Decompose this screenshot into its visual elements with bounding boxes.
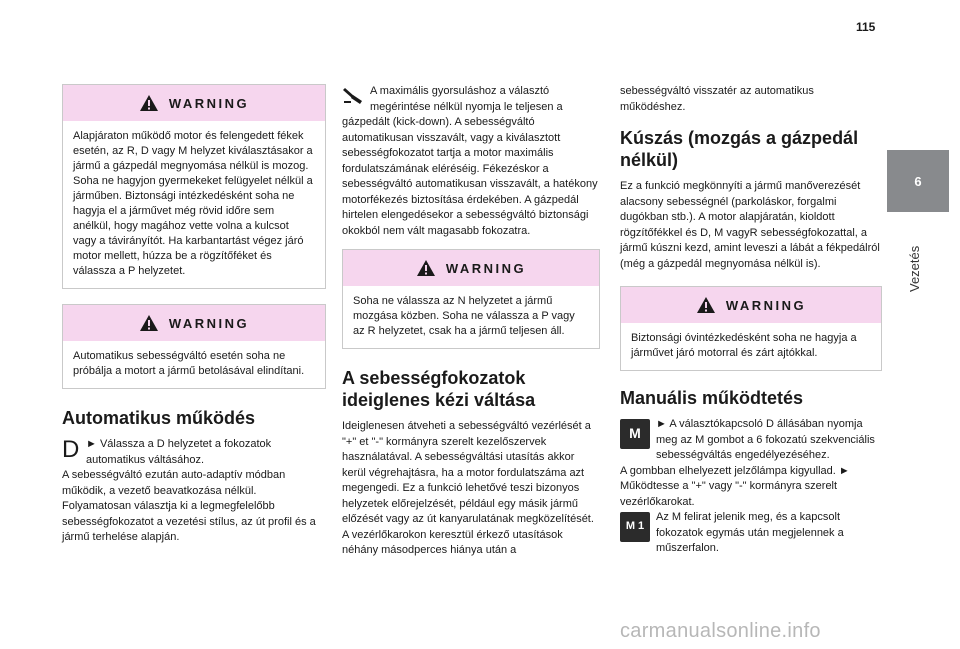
- step-text: ► Válassza a D helyzetet a fokozatok automatikus váltásához.: [86, 438, 272, 466]
- body-text: A gombban elhelyezett jelzőlámpa kigyullad. ► Működtesse a "+" vagy "-" kormányra szerelt vezérlőkarokat.: [620, 464, 850, 508]
- warning-triangle-icon: [696, 296, 716, 314]
- continued-text: sebességváltó visszatér az automatikus működéshez.: [620, 85, 814, 113]
- warning-text: Biztonsági óvintézkedésként soha ne hagyja a járművet járó motorral és zárt ajtókkal.: [631, 332, 857, 359]
- body-text: Ideiglenesen átveheti a sebességváltó vezérlését a "+" et "-" kormányra szerelt kezelőszervek használatával. A sebességváltási utasítás akkor kerül végrehajtásra, ha a motor fordulatszáma azt megengedi. Ez a funkció lehetővé teszi bizonyos helyzetek előrejelzését, például egy másik jármű előzését vagy az út kanyarulatának megközelítését. A vezérlőkarokon keresztül érkező utasítások néhány másodperces hiánya után a: [342, 420, 594, 556]
- warning-label: WARNING: [168, 315, 250, 331]
- m1-display-icon: M 1: [620, 512, 650, 542]
- accelerator-pedal-icon: [342, 86, 364, 106]
- section-heading-manual: Manuális működtetés: [620, 388, 804, 408]
- dashboard-text: M 1 Az M felirat jelenik meg, és a kapcsolt fokozatok egymás után megjelennek a műszerfalon.: [620, 510, 882, 557]
- section-heading-manual-temporary: A sebességfokozatok ideiglenes kézi váltása: [342, 368, 536, 410]
- d-position-icon: D: [62, 436, 80, 463]
- warning-text: Alapjáraton működő motor és felengedett fékek esetén, az R, D vagy M helyzet kiválasztásakor a jármű a gázpedál megnyomása nélkül is mozog. Soha ne hagyjon gyermekeket felügyelet nélkül a járműben. Biztonsági intézkedésként soha ne hagyja el a járművet még rövid időre sem anélkül, hogy magához vette volna a kulcsot vagy a távirányítót. Ha karbantartást végez járó motor mellett, húzza be a rögzítőféket és válassza a P helyzetet.: [73, 130, 313, 277]
- warning-header: [63, 85, 325, 121]
- warning-box-1: [62, 84, 326, 289]
- chapter-number: 6: [914, 173, 922, 189]
- section-heading-creep: Kúszás (mozgás a gázpedál nélkül): [620, 128, 859, 170]
- warning-header: [343, 250, 599, 286]
- column-1: [62, 84, 326, 546]
- warning-text: Automatikus sebességváltó esetén soha ne próbálja a motort a jármű betolásával elindítani.: [73, 350, 305, 377]
- kickdown-text: A maximális gyorsuláshoz a választó megérintése nélkül nyomja le teljesen a gázpedált (kick-down). A sebességváltó automatikusan visszavált, vagy a kiválasztott sebességfokozatot tartja a motor maximális fordulatszámának eléréséig. Fékezéskor a sebességváltó automatikusan visszavált, a hatékony motorfékezés biztosítása érdekében. A gázpedál hirtelen elengedésekor a sebességváltó biztonsági okokból nem vált magasabb fokozatra.: [342, 85, 598, 237]
- warning-triangle-icon: [139, 94, 159, 112]
- step-text: M ► A választókapcsoló D állásában nyomja meg az M gombot a 6 fokozatú szekvenciális sebességváltás engedélyezéséhez.: [620, 417, 882, 464]
- warning-label: WARNING: [168, 95, 250, 111]
- chapter-tab[interactable]: [887, 150, 949, 212]
- section-heading-automatic: Automatikus működés: [62, 408, 256, 428]
- warning-header: [621, 287, 881, 323]
- warning-box-4: [620, 286, 882, 371]
- warning-triangle-icon: [139, 314, 159, 332]
- warning-box-3: [342, 249, 600, 349]
- page-number: 115: [856, 20, 876, 34]
- column-2: [342, 84, 600, 559]
- warning-label: WARNING: [725, 297, 807, 313]
- column-3: [620, 84, 882, 557]
- watermark: carmanualsonline.info: [620, 620, 821, 642]
- warning-triangle-icon: [416, 259, 436, 277]
- step-row: [62, 437, 326, 468]
- warning-header: [63, 305, 325, 341]
- body-text: Ez a funkció megkönnyíti a jármű manőverezését alacsony sebességnél (parkoláskor, forgalmi dugókban stb.). A motor alapjáratán, kioldott rögzítőfékkel és D, M vagyR sebességfokozattal, a jármű kúszni kezd, amint leveszi a lábát a fékpedálról (még a gázpedál megnyomása nélkül is).: [620, 180, 880, 270]
- warning-text: Soha ne válassza az N helyzetet a jármű mozgása közben. Soha ne válassza a P vagy az R helyzetet, csak ha a jármű teljesen áll.: [353, 295, 575, 337]
- body-text: A sebességváltó ezután auto-adaptív módban működik, a vezető beavatkozása nélkül. Folyamatosan választja ki a legmegfelelőbb sebességfokozatot a vezetési stílus, az út profil és a jármű terhelése alapján.: [62, 469, 316, 543]
- chapter-title: Vezetés: [907, 245, 922, 292]
- warning-label: WARNING: [445, 260, 527, 276]
- m-button-icon: M: [620, 419, 650, 449]
- warning-box-2: [62, 304, 326, 389]
